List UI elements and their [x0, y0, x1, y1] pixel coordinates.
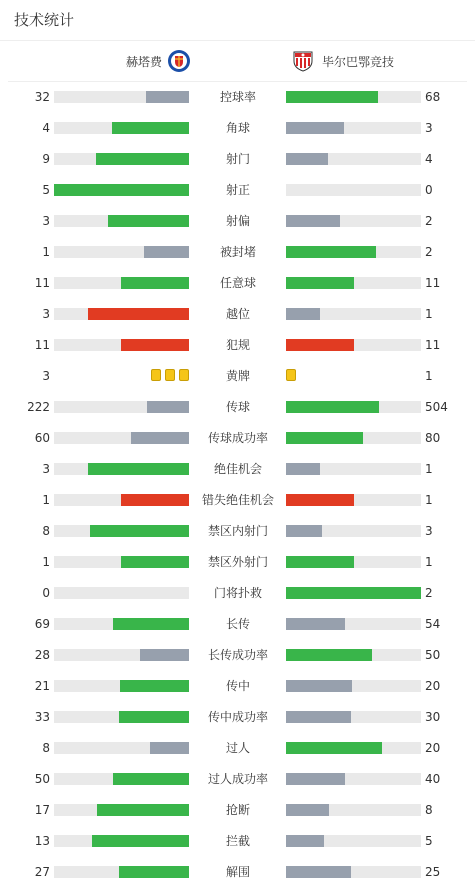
home-value: 8 — [42, 524, 50, 538]
stat-row — [0, 87, 475, 107]
away-bar — [286, 308, 421, 320]
away-bar — [286, 246, 421, 258]
stat-label: 长传成功率 — [207, 648, 268, 662]
home-value: 27 — [34, 865, 50, 879]
home-bar-fill — [88, 463, 189, 475]
stat-label: 任意球 — [219, 276, 256, 290]
stat-label: 门将扑救 — [213, 586, 262, 600]
home-value: 5 — [42, 183, 50, 197]
home-value: 50 — [34, 772, 50, 786]
away-value: 40 — [425, 772, 441, 786]
away-value: 5 — [425, 834, 433, 848]
away-bar — [286, 587, 421, 599]
home-value: 9 — [42, 152, 50, 166]
stat-label: 禁区内射门 — [207, 524, 268, 538]
home-bar — [54, 587, 189, 599]
stat-label: 角球 — [225, 121, 250, 135]
stat-row — [0, 676, 475, 696]
stat-row — [0, 490, 475, 510]
stat-label: 过人成功率 — [207, 772, 268, 786]
stat-label: 控球率 — [219, 90, 256, 104]
away-team-name: 毕尔巴鄂竞技 — [322, 54, 395, 69]
away-value: 1 — [425, 369, 433, 383]
home-bar — [54, 494, 189, 506]
stat-row — [0, 149, 475, 169]
away-bar — [286, 153, 421, 165]
home-bar-fill — [97, 804, 189, 816]
stat-label: 长传 — [225, 617, 250, 631]
stat-label: 射偏 — [225, 214, 250, 228]
home-bar — [54, 773, 189, 785]
away-value: 3 — [425, 121, 433, 135]
away-bar-fill — [286, 804, 329, 816]
home-bar-fill — [131, 432, 189, 444]
home-value: 21 — [34, 679, 50, 693]
away-bar — [286, 711, 421, 723]
home-bar — [54, 153, 189, 165]
away-value: 11 — [425, 276, 441, 290]
home-bar-fill — [140, 649, 189, 661]
home-bar-fill — [92, 835, 189, 847]
home-value: 17 — [34, 803, 50, 817]
stat-row — [0, 366, 475, 386]
home-bar-fill — [119, 866, 189, 878]
home-team-name: 赫塔费 — [126, 54, 163, 69]
stat-label: 越位 — [225, 307, 250, 321]
away-bar — [286, 773, 421, 785]
teams-divider — [8, 81, 467, 82]
home-bar — [54, 122, 189, 134]
home-bar-fill — [113, 618, 189, 630]
stat-label: 传中成功率 — [207, 710, 268, 724]
away-bar — [286, 494, 421, 506]
stat-row — [0, 614, 475, 634]
away-value: 2 — [425, 245, 433, 259]
home-value: 11 — [34, 338, 50, 352]
away-bar — [286, 277, 421, 289]
stat-row — [0, 583, 475, 603]
home-bar-fill — [121, 556, 189, 568]
home-value: 1 — [42, 245, 50, 259]
away-bar-fill — [286, 494, 354, 506]
away-bar-fill — [286, 680, 352, 692]
home-bar-fill — [112, 122, 189, 134]
stat-row — [0, 211, 475, 231]
home-bar — [54, 804, 189, 816]
away-value: 68 — [425, 90, 441, 104]
stat-label: 射门 — [225, 152, 250, 166]
away-bar-fill — [286, 866, 351, 878]
page-title: 技术统计 — [14, 11, 75, 29]
stat-label: 犯规 — [225, 338, 250, 352]
away-bar-fill — [286, 618, 345, 630]
away-bar — [286, 463, 421, 475]
stat-label: 被封堵 — [219, 245, 256, 259]
away-bar — [286, 680, 421, 692]
home-value: 32 — [34, 90, 50, 104]
header-divider — [0, 40, 475, 41]
stat-row — [0, 769, 475, 789]
home-bar — [54, 680, 189, 692]
home-bar — [54, 649, 189, 661]
away-value: 20 — [425, 679, 441, 693]
away-bar-fill — [286, 556, 354, 568]
home-value: 1 — [42, 493, 50, 507]
away-bar-fill — [286, 463, 320, 475]
home-team[interactable] — [126, 48, 191, 74]
stat-label: 过人 — [225, 741, 250, 755]
away-value: 4 — [425, 152, 433, 166]
stat-label: 解围 — [225, 865, 250, 879]
stat-label: 禁区外射门 — [207, 555, 268, 569]
away-value: 54 — [425, 617, 441, 631]
away-value: 8 — [425, 803, 433, 817]
stat-label: 绝佳机会 — [213, 462, 262, 476]
stat-row — [0, 831, 475, 851]
away-bar — [286, 866, 421, 878]
home-bar-fill — [54, 184, 189, 196]
away-bar-fill — [286, 401, 379, 413]
stat-row — [0, 242, 475, 262]
away-value: 11 — [425, 338, 441, 352]
home-value: 3 — [42, 369, 50, 383]
away-bar — [286, 215, 421, 227]
away-bar — [286, 649, 421, 661]
away-bar-fill — [286, 122, 344, 134]
home-bar-fill — [90, 525, 189, 537]
yellow-card-icon — [165, 369, 175, 381]
stat-label: 错失绝佳机会 — [201, 493, 274, 507]
home-value: 69 — [34, 617, 50, 631]
stat-label: 抢断 — [225, 803, 250, 817]
home-bar — [54, 277, 189, 289]
stat-label: 射正 — [225, 183, 250, 197]
yellow-card-icon — [151, 369, 161, 381]
home-value: 1 — [42, 555, 50, 569]
away-bar — [286, 618, 421, 630]
home-bar — [54, 711, 189, 723]
home-bar — [54, 401, 189, 413]
home-bar — [54, 525, 189, 537]
stat-row — [0, 738, 475, 758]
home-value: 8 — [42, 741, 50, 755]
home-bar — [54, 246, 189, 258]
away-bar — [286, 556, 421, 568]
away-bar — [286, 91, 421, 103]
stat-row — [0, 428, 475, 448]
away-bar — [286, 184, 421, 196]
home-value: 33 — [34, 710, 50, 724]
away-bar-fill — [286, 587, 421, 599]
stat-row — [0, 645, 475, 665]
away-value: 80 — [425, 431, 441, 445]
away-value: 25 — [425, 865, 441, 879]
stat-label: 传球 — [225, 400, 250, 414]
home-bar-fill — [108, 215, 189, 227]
home-bar — [54, 308, 189, 320]
stat-label: 黄牌 — [225, 369, 250, 383]
yellow-card-icon — [286, 369, 296, 381]
away-bar — [286, 835, 421, 847]
stat-label: 传球成功率 — [207, 431, 268, 445]
home-team-crest-icon — [167, 49, 191, 73]
away-bar — [286, 525, 421, 537]
home-bar — [54, 866, 189, 878]
home-bar-fill — [147, 401, 189, 413]
home-value: 222 — [27, 400, 50, 414]
home-value: 4 — [42, 121, 50, 135]
away-bar-fill — [286, 835, 324, 847]
home-bar-fill — [146, 91, 189, 103]
away-value: 3 — [425, 524, 433, 538]
away-bar-fill — [286, 525, 322, 537]
stat-row — [0, 180, 475, 200]
home-bar-fill — [121, 494, 189, 506]
away-bar-fill — [286, 649, 372, 661]
away-bar — [286, 804, 421, 816]
stat-row — [0, 552, 475, 572]
away-value: 504 — [425, 400, 448, 414]
away-value: 50 — [425, 648, 441, 662]
away-bar-fill — [286, 91, 378, 103]
away-bar — [286, 432, 421, 444]
away-value: 1 — [425, 555, 433, 569]
home-bar-fill — [150, 742, 189, 754]
away-value: 0 — [425, 183, 433, 197]
away-bar-fill — [286, 308, 320, 320]
yellow-card-icon — [179, 369, 189, 381]
home-value: 3 — [42, 307, 50, 321]
home-bar-fill — [120, 680, 189, 692]
home-bar-fill — [144, 246, 189, 258]
home-bar-fill — [96, 153, 189, 165]
stat-row — [0, 800, 475, 820]
stat-label: 拦截 — [225, 834, 250, 848]
home-value: 0 — [42, 586, 50, 600]
away-bar-fill — [286, 277, 354, 289]
home-bar-fill — [113, 773, 189, 785]
home-bar-fill — [121, 339, 189, 351]
away-team-crest-icon — [291, 49, 315, 73]
home-bar — [54, 618, 189, 630]
home-bar — [54, 463, 189, 475]
stat-row — [0, 397, 475, 417]
home-value: 28 — [34, 648, 50, 662]
away-bar-fill — [286, 711, 351, 723]
stat-row — [0, 304, 475, 324]
home-value: 11 — [34, 276, 50, 290]
stat-row — [0, 521, 475, 541]
away-bar-fill — [286, 215, 340, 227]
home-value: 3 — [42, 214, 50, 228]
stat-label: 传中 — [225, 679, 250, 693]
home-value: 3 — [42, 462, 50, 476]
away-value: 20 — [425, 741, 441, 755]
home-bar — [54, 556, 189, 568]
home-bar — [54, 184, 189, 196]
stat-row — [0, 707, 475, 727]
stat-row — [0, 459, 475, 479]
home-value: 13 — [34, 834, 50, 848]
away-value: 1 — [425, 493, 433, 507]
away-bar-fill — [286, 153, 328, 165]
away-bar — [286, 742, 421, 754]
home-bar — [54, 339, 189, 351]
away-bar-fill — [286, 246, 376, 258]
home-value: 60 — [34, 431, 50, 445]
away-bar-fill — [286, 773, 345, 785]
away-bar-fill — [286, 339, 354, 351]
away-yellow-cards — [286, 369, 296, 383]
home-bar-fill — [119, 711, 189, 723]
away-value: 1 — [425, 462, 433, 476]
away-bar — [286, 339, 421, 351]
away-bar-fill — [286, 742, 382, 754]
stat-row — [0, 335, 475, 355]
away-team[interactable] — [291, 48, 394, 74]
home-yellow-cards — [151, 369, 189, 383]
home-bar-fill — [88, 308, 189, 320]
home-bar — [54, 835, 189, 847]
stat-row — [0, 273, 475, 293]
away-bar — [286, 401, 421, 413]
home-bar-fill — [121, 277, 189, 289]
away-value: 2 — [425, 586, 433, 600]
away-value: 1 — [425, 307, 433, 321]
home-bar — [54, 91, 189, 103]
away-value: 30 — [425, 710, 441, 724]
home-bar — [54, 432, 189, 444]
home-bar — [54, 215, 189, 227]
away-value: 2 — [425, 214, 433, 228]
away-bar-fill — [286, 432, 363, 444]
away-bar — [286, 122, 421, 134]
stat-row — [0, 118, 475, 138]
home-bar — [54, 742, 189, 754]
stat-row — [0, 862, 475, 882]
